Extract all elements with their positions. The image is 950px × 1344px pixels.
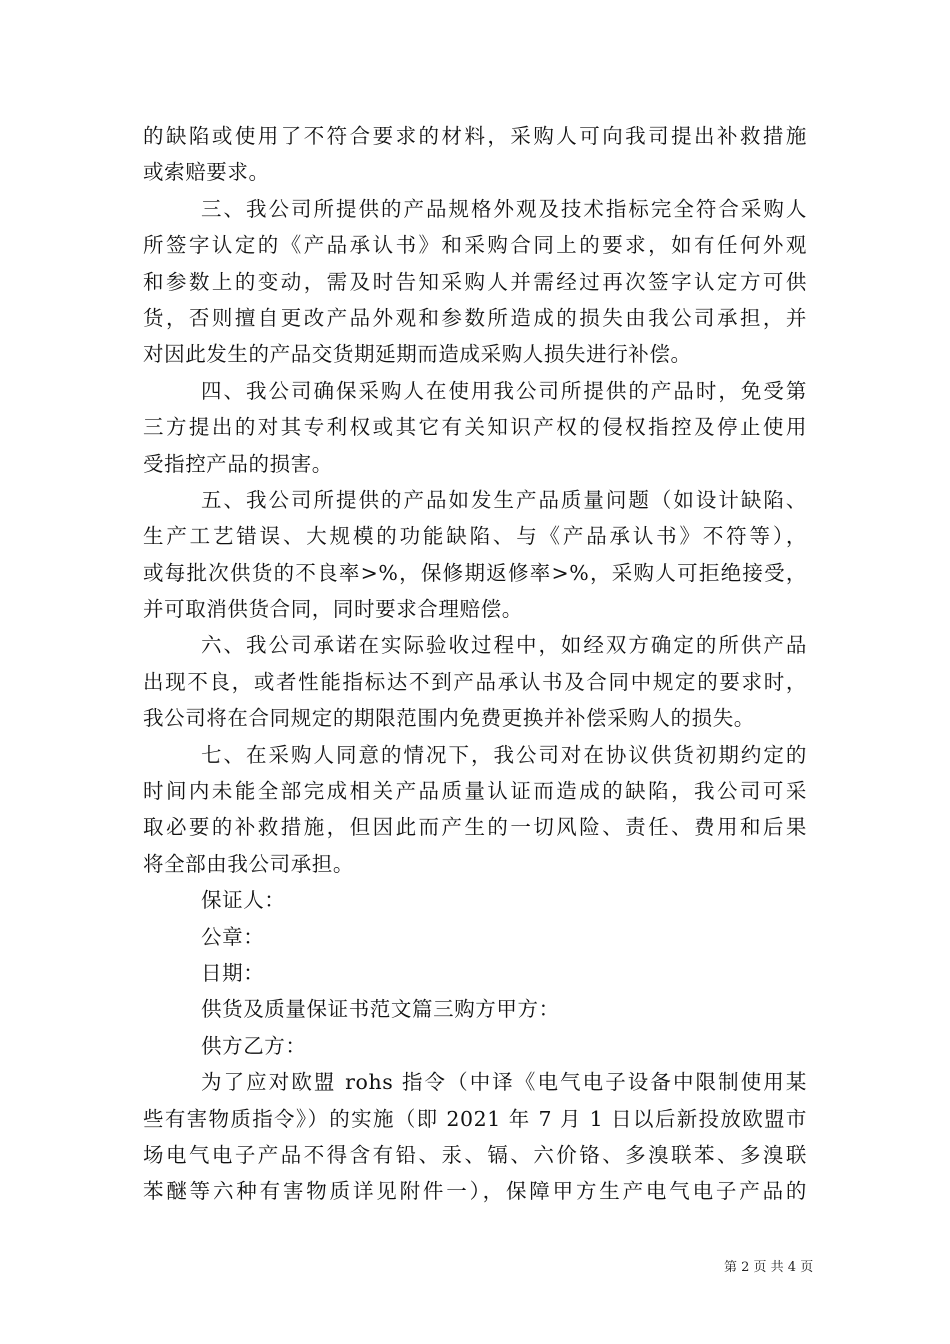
text-line: 些有害物质指令》）的实施（即 2021 年 7 月 1 日以后新投放欧盟市: [143, 1106, 807, 1131]
text-line: 取必要的补救措施，但因此而产生的一切风险、责任、费用和后果: [143, 815, 807, 840]
text-line: 我公司将在合同规定的期限范围内免费更换并补偿采购人的损失。: [143, 706, 755, 731]
text-line: 或索赔要求。: [143, 160, 270, 185]
text-line: 所签字认定的《产品承认书》和采购合同上的要求，如有任何外观: [143, 233, 807, 258]
document-body: [143, 118, 807, 1210]
text-line: 三、我公司所提供的产品规格外观及技术指标完全符合采购人: [201, 196, 807, 221]
text-line: 苯醚等六种有害物质详见附件一），保障甲方生产电气电子产品的: [143, 1179, 807, 1204]
text-line: 时间内未能全部完成相关产品质量认证而造成的缺陷，我公司可采: [143, 779, 807, 804]
page-number: 第 2 页 共 4 页: [724, 1260, 814, 1275]
date-label: 日期：: [201, 960, 265, 985]
text-line: 七、在采购人同意的情况下，我公司对在协议供货初期约定的: [201, 742, 807, 767]
text-line: 为了应对欧盟 rohs 指令（中译《电气电子设备中限制使用某: [201, 1070, 807, 1095]
text-line: 出现不良，或者性能指标达不到产品承认书及合同中规定的要求时，: [143, 669, 807, 694]
text-line: 的缺陷或使用了不符合要求的材料，采购人可向我司提出补救措施: [143, 124, 807, 148]
text-line: 并可取消供货合同，同时要求合理赔偿。: [143, 597, 523, 622]
section-heading: 供货及质量保证书范文篇三购方甲方：: [201, 997, 560, 1022]
text-line: 和参数上的变动，需及时告知采购人并需经过再次签字认定方可供: [143, 269, 807, 294]
text-line: 对因此发生的产品交货期延期而造成采购人损失进行补偿。: [143, 342, 692, 367]
text-line: 五、我公司所提供的产品如发生产品质量问题（如设计缺陷、: [201, 487, 807, 512]
text-line: 四、我公司确保采购人在使用我公司所提供的产品时，免受第: [201, 378, 807, 403]
supplier-label: 供方乙方：: [201, 1033, 307, 1058]
text-line: 受指控产品的损害。: [143, 451, 333, 476]
text-line: 或每批次供货的不良率>%，保修期返修率>%，采购人可拒绝接受，: [143, 560, 807, 585]
guarantor-label: 保证人：: [201, 888, 286, 913]
text-line: 将全部由我公司承担。: [143, 851, 354, 876]
text-line: 生产工艺错误、大规模的功能缺陷、与《产品承认书》不符等），: [143, 524, 807, 549]
text-line: 三方提出的对其专利权或其它有关知识产权的侵权指控及停止使用: [143, 415, 807, 440]
text-line: 六、我公司承诺在实际验收过程中，如经双方确定的所供产品: [201, 633, 807, 658]
text-line: 货，否则擅自更改产品外观和参数所造成的损失由我公司承担，并: [143, 305, 807, 330]
text-line: 场电气电子产品不得含有铅、汞、镉、六价铬、多溴联苯、多溴联: [143, 1142, 807, 1167]
seal-label: 公章：: [201, 924, 265, 949]
